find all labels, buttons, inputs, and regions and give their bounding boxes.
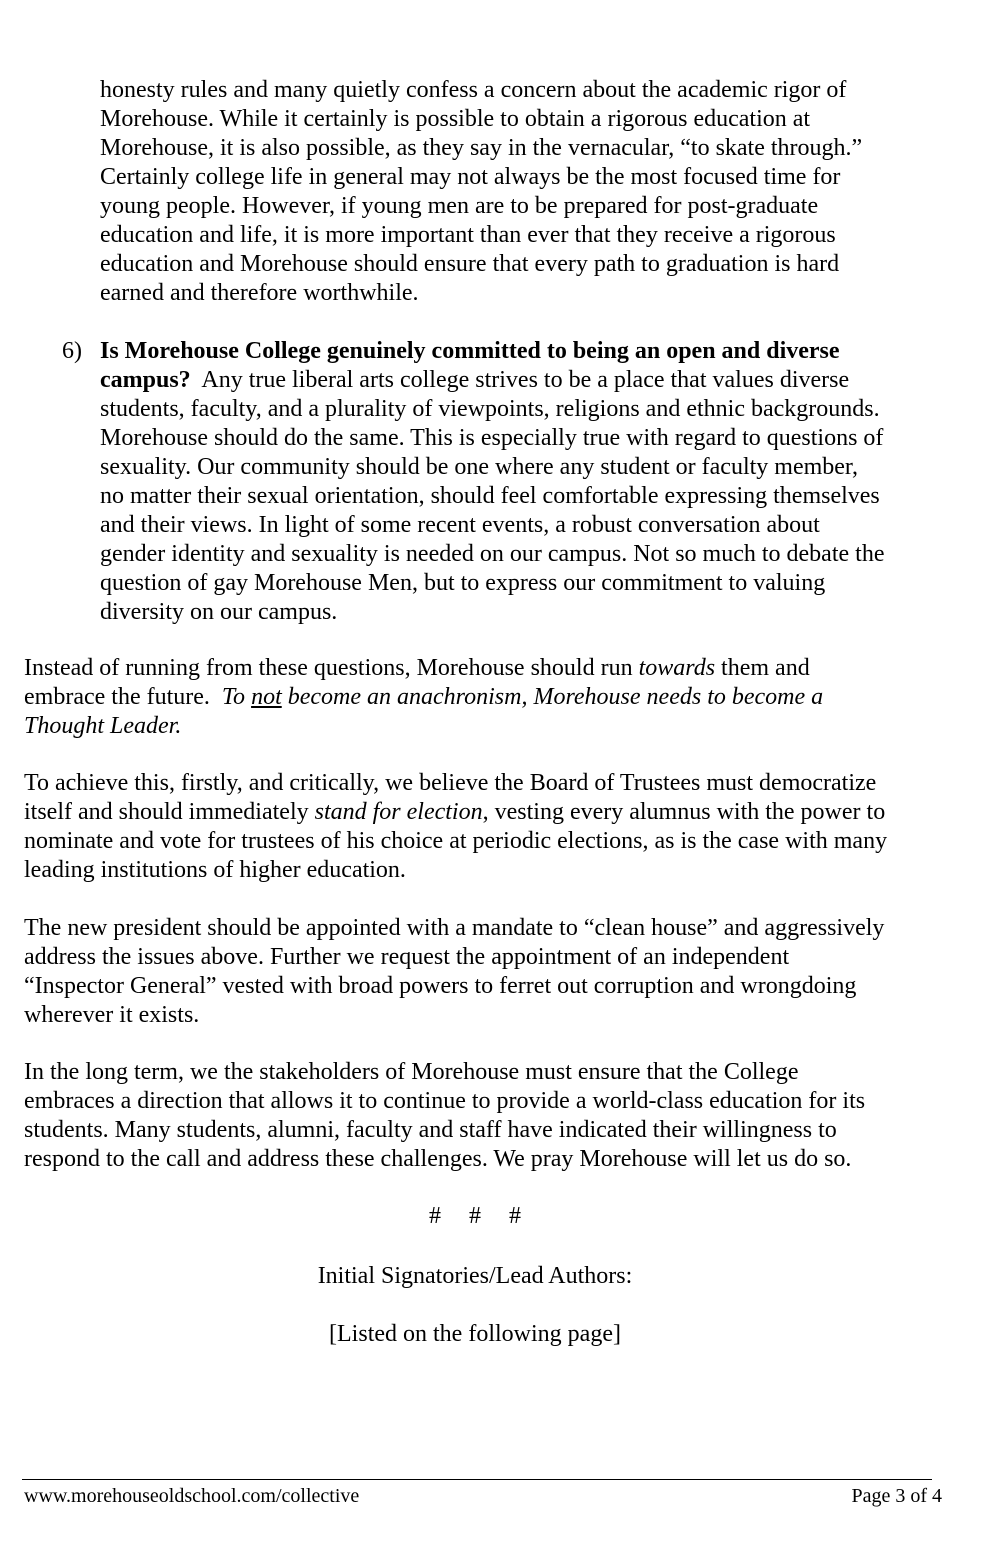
text-line: no matter their sexual orientation, should feel comfortable expressing themselves [100,483,880,509]
section-separator: # # # [429,1203,521,1229]
emphasis-text: Thought Leader. [24,713,182,739]
emphasis-text [222,684,823,710]
paragraph-continued [100,76,960,308]
underlined-text: not [251,684,282,710]
text-run: embrace the future. [24,684,222,710]
text-run: To [221,684,252,710]
paragraph-president [24,914,954,1030]
text-line: The new president should be appointed with a mandate to “clean house” and aggressively [24,915,885,941]
text-line: address the issues above. Further we request the appointment of an independent [24,944,790,970]
text-line: “Inspector General” vested with broad powers to ferret out corruption and wrongdoing [24,973,857,999]
emphasis-text: towards [638,655,716,681]
text-line: Certainly college life in general may not always be the most focused time for [100,164,841,190]
list-item-heading [100,337,960,366]
list-item-number: 6) [62,338,82,364]
text-run: Instead of running from these questions, Morehouse should run [24,655,639,681]
text-line: education and Morehouse should ensure that every path to graduation is hard [100,251,840,277]
list-item-body [100,337,960,627]
emphasis-text: stand for election [314,799,483,825]
text-run: itself and should immediately [24,799,315,825]
text-line: honesty rules and many quietly confess a concern about the academic rigor of [100,77,847,103]
heading-text: Is Morehouse College genuinely committed to being an open and diverse [100,338,840,364]
footer-url: www.morehouseoldschool.com/collective [24,1485,360,1507]
text-run: Any true liberal arts college strives to be a place that values diverse [190,367,850,393]
text-run: become an anachronism, Morehouse needs to become a [281,684,824,710]
text-run: , vesting every alumnus with the power to [482,799,886,825]
text-line: earned and therefore worthwhile. [100,280,419,306]
text-line: leading institutions of higher education. [24,857,406,883]
paragraph-instead [24,654,954,741]
text-line: education and life, it is more important than ever that they receive a rigorous [100,222,836,248]
text-line [24,712,954,741]
heading-text: campus? [100,367,191,393]
text-line: nominate and vote for trustees of his choice at periodic elections, as is the case with many [24,828,888,854]
text-line: sexuality. Our community should be one where any student or faculty member, [100,454,858,480]
paragraph-achieve [24,769,954,885]
text-line: embraces a direction that allows it to continue to provide a world-class education for its [24,1088,866,1114]
text-line: diversity on our campus. [100,599,338,625]
text-line [24,654,954,683]
text-line: question of gay Morehouse Men, but to express our commitment to valuing [100,570,826,596]
listed-note: [Listed on the following page] [329,1321,621,1347]
text-line: In the long term, we the stakeholders of Morehouse must ensure that the College [24,1059,799,1085]
text-line: To achieve this, firstly, and critically, we believe the Board of Trustees must democratize [24,770,877,796]
text-line: Morehouse, it is also possible, as they say in the vernacular, “to skate through.” [100,135,863,161]
text-line [24,798,954,827]
text-line: students. Many students, alumni, faculty and staff have indicated their willingness to [24,1117,837,1143]
text-line [24,683,954,712]
text-line: and their views. In light of some recent events, a robust conversation about [100,512,820,538]
footer-page-number: Page 3 of 4 [851,1485,942,1507]
footer-divider [22,1479,932,1480]
text-line [100,366,960,395]
text-line: young people. However, if young men are to be prepared for post-graduate [100,193,819,219]
text-line: respond to the call and address these challenges. We pray Morehouse will let us do so. [24,1146,852,1172]
signatories-heading: Initial Signatories/Lead Authors: [317,1263,633,1289]
text-line: students, faculty, and a plurality of viewpoints, religions and ethnic backgrounds. [100,396,880,422]
text-line: Morehouse. While it certainly is possible to obtain a rigorous education at [100,106,811,132]
text-run: them and [715,655,810,681]
text-line: Morehouse should do the same. This is especially true with regard to questions of [100,425,884,451]
text-line: wherever it exists. [24,1002,200,1028]
paragraph-long-term [24,1058,954,1174]
text-line: gender identity and sexuality is needed on our campus. Not so much to debate the [100,541,885,567]
